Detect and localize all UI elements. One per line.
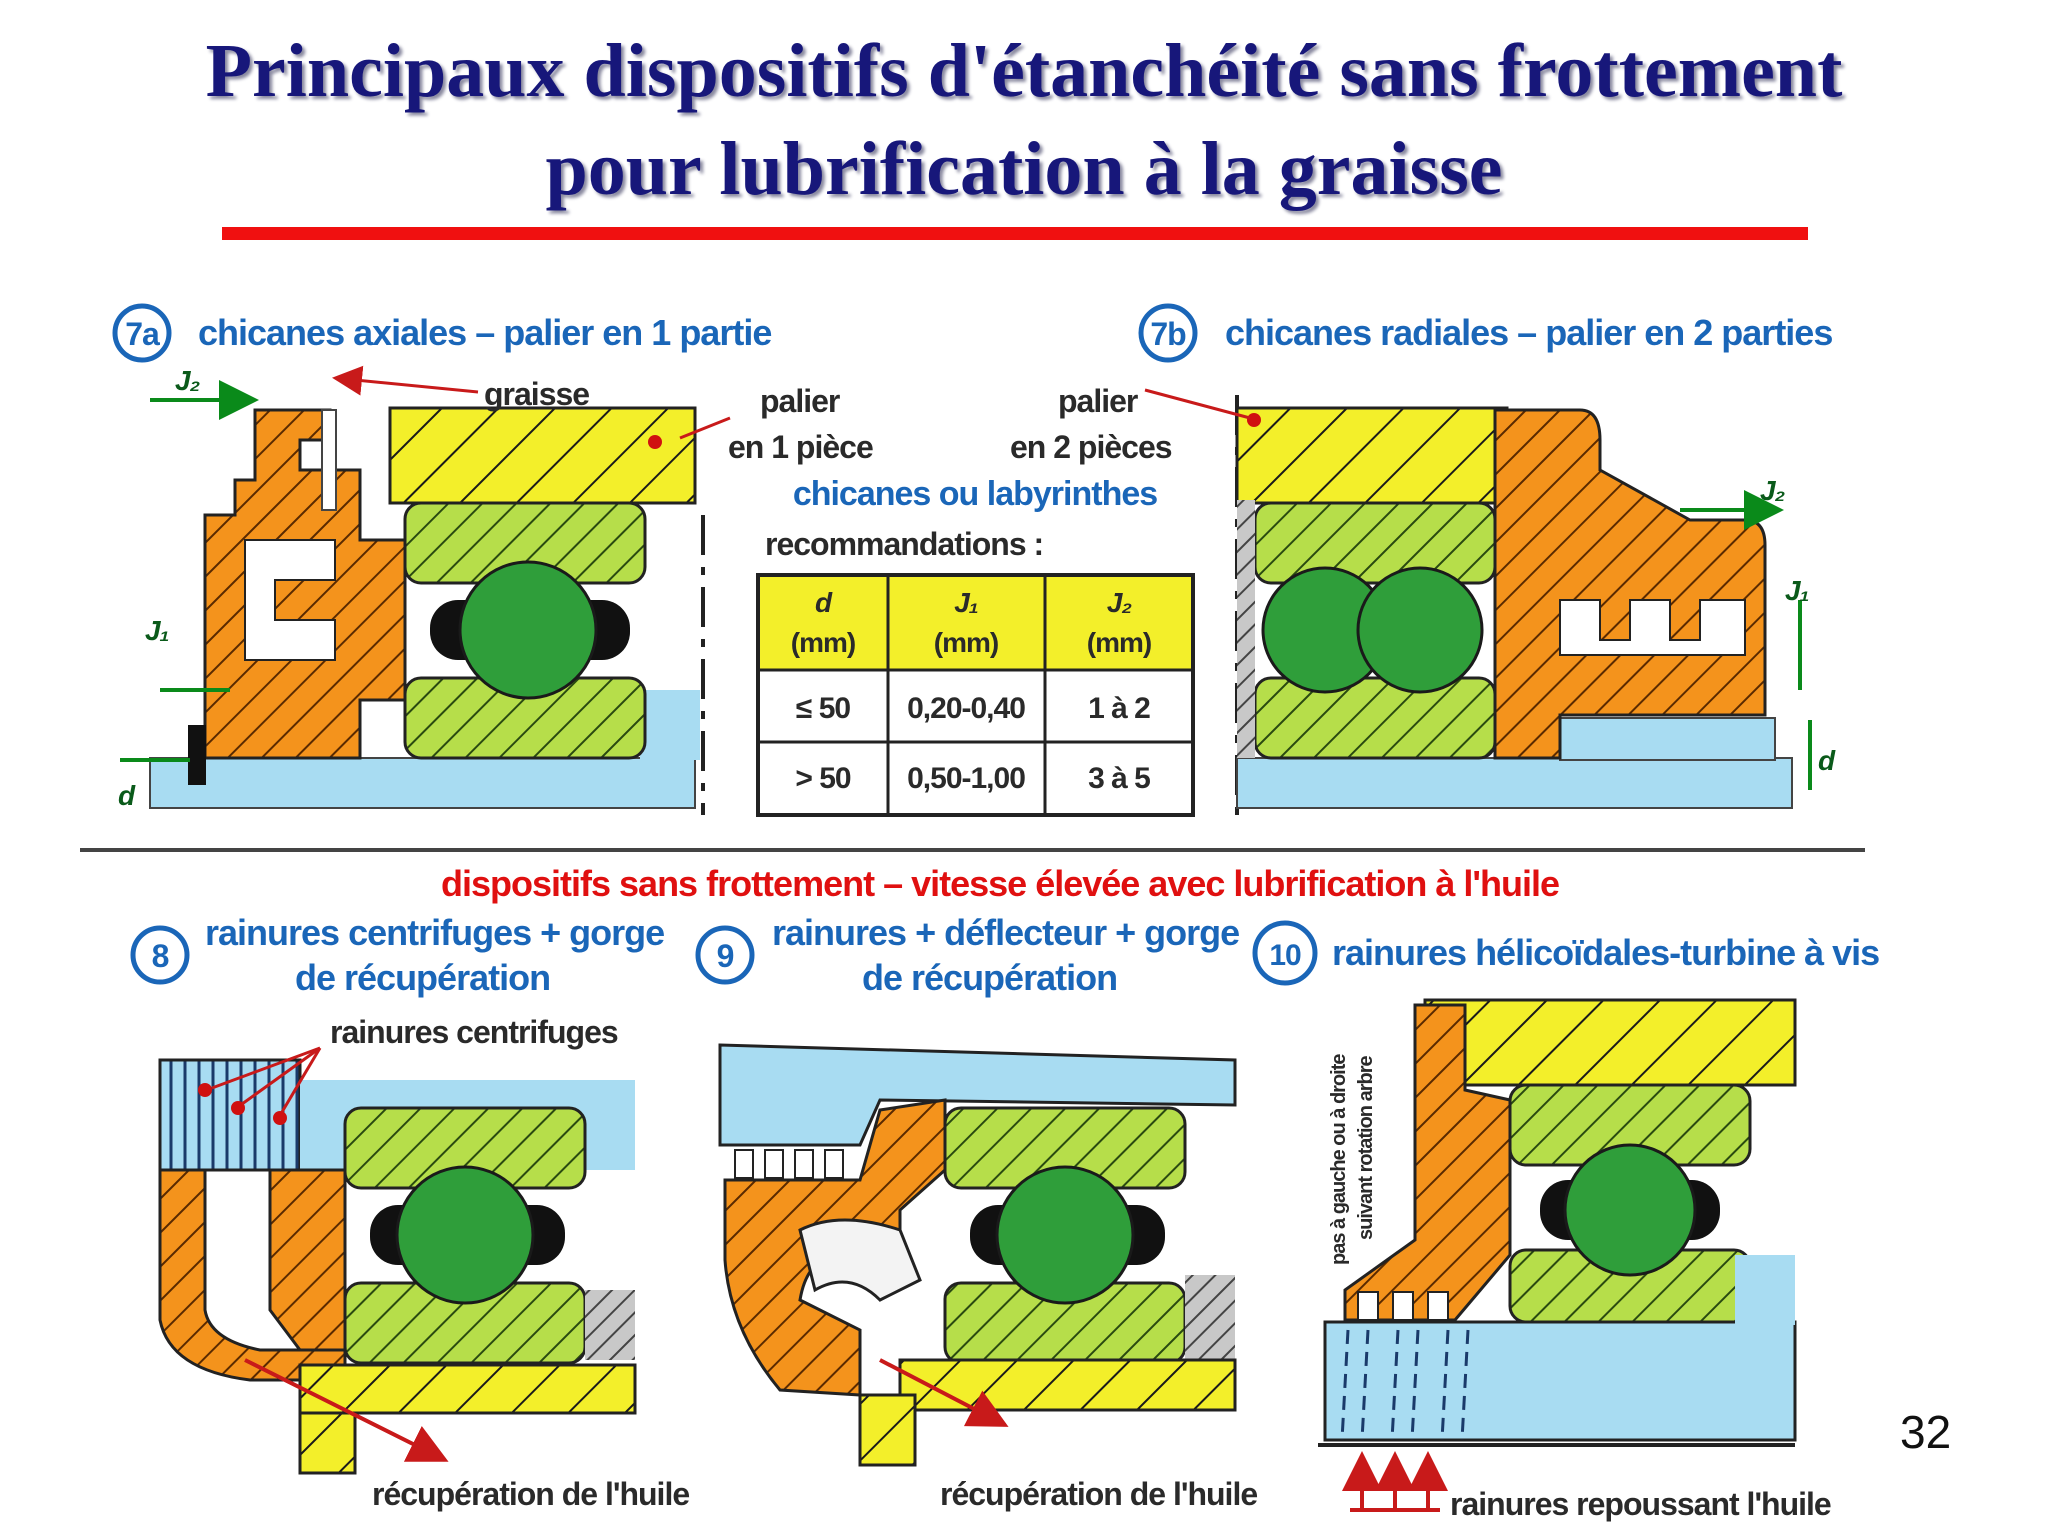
bearing-ball-8 [397,1167,533,1303]
panel-8-badge [133,928,187,982]
oil-return-arrows [1350,1455,1440,1510]
title-line-1: Principaux dispositifs d'étanchéité sans frottement [205,29,1843,113]
bearing-ball-9 [997,1167,1133,1303]
grease-channel-7a [322,410,336,510]
panel-10-badge [1255,923,1315,983]
table-heading: chicanes ou labyrinthes [792,475,1158,513]
panel-8-caption-line1: rainures centrifuges + gorge [205,912,665,953]
panel-9-badge [698,928,752,982]
table-cell: ≤ 50 [795,692,851,725]
drain-8 [300,1413,355,1473]
label-palier-7a-line2: en 1 pièce [728,429,873,465]
table-cell: > 50 [795,762,851,795]
table-header-j1: J₁ [954,587,978,618]
shaft-sleeve-7b [1560,718,1775,760]
housing-7a [390,408,695,503]
housing-marker-7a [648,435,662,449]
dim-j1-7a: J₁ [145,615,169,646]
table-cell: 0,20-0,40 [907,692,1025,725]
spacer-8 [585,1290,635,1360]
table-header-j2: J₂ [1106,587,1132,618]
groove-marker-8-1 [198,1083,212,1097]
table-header-d-unit: (mm) [790,627,856,658]
table-header-j2-unit: (mm) [1086,627,1152,658]
dim-j1-7b: J₁ [1785,575,1809,606]
spacer-7b [1237,500,1255,758]
shaft-shoulder-10 [1735,1255,1795,1325]
panel-8-caption-line2: de récupération [295,957,551,998]
shaft-shoulder-7a [640,690,700,760]
panel-7a-badge [115,306,169,360]
label-recup-8: récupération de l'huile [372,1476,690,1512]
panel-9-number: 9 [716,938,734,974]
bearing-ball-7a [460,562,596,698]
table-cell: 0,50-1,00 [907,762,1025,795]
table-header-d: d [814,587,832,618]
helical-groove-10-3 [1428,1292,1448,1320]
panel-7b-badge [1141,306,1195,360]
label-recup-9: récupération de l'huile [940,1476,1258,1512]
label-rainures-10: rainures repoussant l'huile [1450,1486,1831,1522]
table-cell: 3 à 5 [1088,762,1150,795]
label-palier-7a-line1: palier [760,383,840,419]
helical-groove-10-1 [1358,1292,1378,1320]
bearing-ball-10 [1565,1145,1695,1275]
groove-9-2 [765,1150,783,1178]
dim-j2-7b: J₂ [1760,475,1785,506]
panel-10-caption: rainures hélicoïdales-turbine à vis [1332,932,1880,973]
groove-9-3 [795,1150,813,1178]
leader-palier-7b [1145,390,1250,418]
panel-8 [133,912,689,1512]
panel-7b-caption: chicanes radiales – palier en 2 parties [1225,312,1833,353]
panel-10 [1255,923,1879,1522]
panel-9 [698,912,1257,1512]
panel-7a-caption: chicanes axiales – palier en 1 partie [198,312,772,353]
groove-marker-8-3 [273,1111,287,1125]
panel-9-caption-line1: rainures + déflecteur + gorge [772,912,1240,953]
drain-9 [860,1395,915,1465]
panel-7b-number: 7b [1150,316,1186,352]
labyrinth-seal-7b [1495,410,1765,758]
labyrinth-seal-7a [205,410,405,758]
label-graisse-7a: graisse [484,376,590,412]
page-number: 32 [1900,1406,1952,1458]
arrow-graisse-7a [335,378,478,392]
groove-9-1 [735,1150,753,1178]
bearing-outer-ring-7b [1255,503,1495,583]
housing-9 [900,1360,1235,1410]
spacer-9 [1185,1275,1235,1360]
seal-lip-7a [188,725,206,785]
dim-d-7b: d [1818,745,1835,776]
panel-10-number: 10 [1269,939,1301,972]
bearing-inner-ring-7b [1255,678,1495,758]
label-palier-7b-line1: palier [1058,383,1138,419]
table-cell: 1 à 2 [1088,692,1150,725]
dim-d-7a: d [118,780,135,811]
table-subheading: recommandations : [765,526,1044,562]
panel-9-caption-line2: de récupération [862,957,1118,998]
vertical-note-line2: suivant rotation arbre [1355,1056,1377,1240]
shaft-7a [150,758,695,808]
deflector-9 [800,1220,920,1300]
vertical-note-line1: pas à gauche ou à droite [1328,1054,1350,1265]
label-rainures-centrifuges: rainures centrifuges [330,1014,618,1050]
labyrinth-gap-7b [1560,600,1745,655]
label-palier-7b-line2: en 2 pièces [1010,429,1172,465]
housing-10 [1425,1000,1795,1085]
title-line-2: pour lubrification à la graisse [545,127,1503,211]
helical-groove-10-2 [1393,1292,1413,1320]
housing-7b [1237,408,1507,503]
housing-8 [300,1365,635,1413]
section-banner: dispositifs sans frottement – vitesse élevée avec lubrification à l'huile [441,863,1559,904]
bearing-ball-7b-2 [1358,568,1482,692]
dim-j2-7a: J₂ [175,365,200,396]
table-header-j1-unit: (mm) [933,627,999,658]
panel-7a-number: 7a [125,316,159,352]
groove-9-4 [825,1150,843,1178]
shaft-7b [1237,758,1792,808]
panel-7b [1141,306,1836,808]
seal-body-8 [270,1170,345,1350]
panel-8-number: 8 [151,938,169,974]
housing-marker-7b [1247,413,1261,427]
